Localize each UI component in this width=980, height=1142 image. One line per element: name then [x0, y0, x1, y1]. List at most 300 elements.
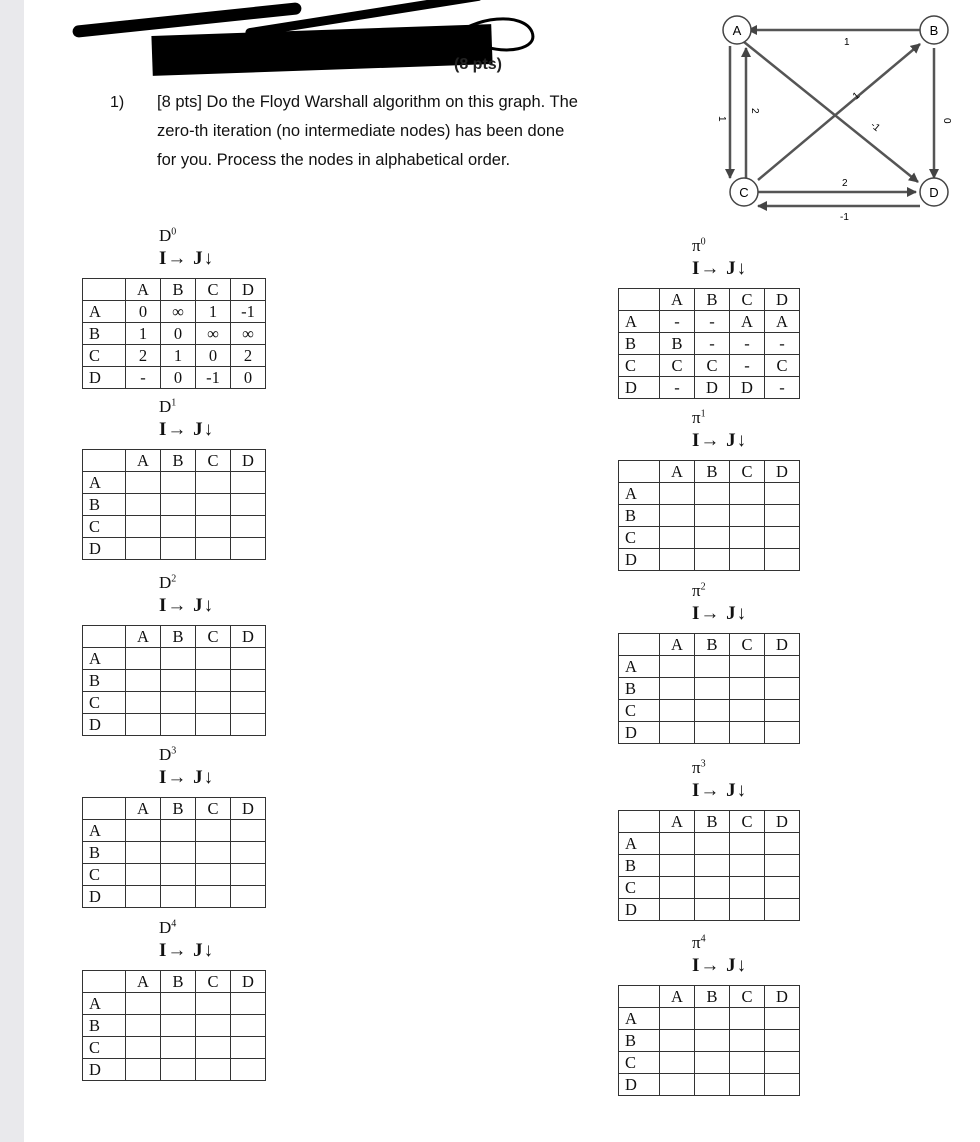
pi-arrows-2: I→ J↓: [692, 603, 748, 624]
matrix-cell: -1: [231, 301, 266, 323]
row-header: A: [83, 648, 126, 670]
row-header: D: [619, 377, 660, 399]
matrix-cell[interactable]: [231, 1015, 266, 1037]
matrix-cell[interactable]: [660, 722, 695, 744]
matrix-cell[interactable]: [765, 483, 800, 505]
d-table-3: [82, 797, 266, 908]
matrix-cell[interactable]: [730, 483, 765, 505]
row-header: B: [83, 670, 126, 692]
redaction-loop: [444, 10, 544, 60]
d-table-1: [82, 449, 266, 560]
row-header: A: [619, 656, 660, 678]
matrix-cell[interactable]: [730, 877, 765, 899]
matrix-cell[interactable]: [231, 670, 266, 692]
matrix-cell[interactable]: [161, 670, 196, 692]
matrix-cell[interactable]: [730, 855, 765, 877]
edge-label-c-b: 1: [850, 90, 863, 103]
pi-arrows-1: I→ J↓: [692, 430, 748, 451]
matrix-cell[interactable]: [231, 472, 266, 494]
column-header: D: [765, 289, 800, 311]
matrix-cell: 1: [161, 345, 196, 367]
matrix-cell[interactable]: [231, 864, 266, 886]
matrix-cell: 2: [231, 345, 266, 367]
matrix-cell[interactable]: [161, 1015, 196, 1037]
column-header: C: [730, 986, 765, 1008]
matrix-cell[interactable]: [231, 1037, 266, 1059]
matrix-cell[interactable]: [231, 820, 266, 842]
matrix-cell[interactable]: [161, 516, 196, 538]
pi-arrows-0: I→ J↓: [692, 258, 748, 279]
matrix-cell[interactable]: [695, 722, 730, 744]
column-header: B: [161, 626, 196, 648]
row-header: D: [83, 538, 126, 560]
row-header: B: [619, 505, 660, 527]
matrix-cell[interactable]: [695, 678, 730, 700]
matrix-cell[interactable]: [730, 656, 765, 678]
edge-label-c-d: 2: [842, 178, 848, 189]
matrix-cell[interactable]: [695, 656, 730, 678]
matrix-cell: -: [126, 367, 161, 389]
matrix-cell[interactable]: [231, 516, 266, 538]
row-header: A: [83, 301, 126, 323]
matrix-cell[interactable]: [126, 692, 161, 714]
matrix-cell[interactable]: [660, 899, 695, 921]
matrix-cell: A: [765, 311, 800, 333]
matrix-cell[interactable]: [695, 877, 730, 899]
row-header: D: [619, 899, 660, 921]
matrix-cell[interactable]: [660, 483, 695, 505]
matrix-cell[interactable]: [765, 1008, 800, 1030]
row-header: C: [83, 864, 126, 886]
row-header: D: [83, 714, 126, 736]
matrix-cell[interactable]: [660, 505, 695, 527]
matrix-cell[interactable]: [765, 722, 800, 744]
matrix-cell[interactable]: [231, 648, 266, 670]
matrix-cell[interactable]: [161, 648, 196, 670]
d-arrows-2: I→ J↓: [159, 595, 215, 616]
matrix-cell[interactable]: [196, 1037, 231, 1059]
row-header: D: [83, 1059, 126, 1081]
row-header: D: [83, 367, 126, 389]
matrix-cell[interactable]: [231, 993, 266, 1015]
matrix-cell[interactable]: [660, 1030, 695, 1052]
corner-cell: [619, 634, 660, 656]
matrix-cell[interactable]: [660, 833, 695, 855]
matrix-cell[interactable]: [695, 1052, 730, 1074]
matrix-cell[interactable]: [161, 886, 196, 908]
graph-diagram: [684, 8, 954, 223]
matrix-cell[interactable]: [660, 1074, 695, 1096]
edge-label-a-b: 1: [844, 37, 850, 48]
corner-cell: [619, 986, 660, 1008]
matrix-cell[interactable]: [765, 700, 800, 722]
matrix-cell[interactable]: [196, 1015, 231, 1037]
matrix-cell: ∞: [231, 323, 266, 345]
row-header: A: [83, 993, 126, 1015]
matrix-cell[interactable]: [765, 877, 800, 899]
column-header: A: [660, 289, 695, 311]
row-header: C: [619, 700, 660, 722]
column-header: C: [196, 626, 231, 648]
matrix-cell[interactable]: [231, 842, 266, 864]
matrix-cell[interactable]: [196, 842, 231, 864]
d-label-2: $D^2$: [159, 573, 177, 592]
d-arrows-0: I→ J↓: [159, 248, 215, 269]
matrix-cell[interactable]: [695, 527, 730, 549]
matrix-cell: C: [695, 355, 730, 377]
row-header: B: [619, 678, 660, 700]
document-page: [24, 0, 980, 1142]
matrix-cell[interactable]: [161, 993, 196, 1015]
matrix-cell[interactable]: [765, 549, 800, 571]
matrix-cell[interactable]: [695, 549, 730, 571]
corner-cell: [83, 798, 126, 820]
matrix-cell: 0: [196, 345, 231, 367]
row-header: C: [83, 1037, 126, 1059]
matrix-cell[interactable]: [126, 516, 161, 538]
matrix-cell[interactable]: [161, 472, 196, 494]
column-header: D: [231, 798, 266, 820]
pi-label-0: $\pi^0$: [692, 236, 706, 255]
matrix-cell[interactable]: [196, 472, 231, 494]
corner-cell: [83, 626, 126, 648]
matrix-cell[interactable]: [730, 1074, 765, 1096]
column-header: B: [695, 634, 730, 656]
d-arrows-1: I→ J↓: [159, 419, 215, 440]
column-header: A: [660, 811, 695, 833]
matrix-cell[interactable]: [660, 678, 695, 700]
matrix-cell[interactable]: [765, 656, 800, 678]
edge-label-d-c: -1: [840, 212, 849, 223]
edge-label-a-d: -1: [868, 119, 882, 135]
row-header: C: [619, 355, 660, 377]
column-header: B: [695, 811, 730, 833]
pi-label-4: $\pi^4$: [692, 933, 706, 952]
matrix-cell[interactable]: [695, 855, 730, 877]
pi-arrows-3: I→ J↓: [692, 780, 748, 801]
matrix-cell: C: [765, 355, 800, 377]
matrix-cell[interactable]: [196, 516, 231, 538]
matrix-cell[interactable]: [196, 886, 231, 908]
d-table-0: [82, 278, 266, 389]
matrix-cell[interactable]: [231, 692, 266, 714]
matrix-cell[interactable]: [161, 842, 196, 864]
pi-label-2: $\pi^2$: [692, 581, 706, 600]
edge-label-a-c: 1: [716, 116, 727, 122]
matrix-cell: 0: [161, 367, 196, 389]
row-header: C: [83, 516, 126, 538]
matrix-cell[interactable]: [730, 722, 765, 744]
matrix-cell[interactable]: [765, 527, 800, 549]
matrix-cell[interactable]: [161, 538, 196, 560]
matrix-cell[interactable]: [231, 714, 266, 736]
matrix-cell[interactable]: [126, 1059, 161, 1081]
matrix-cell: C: [660, 355, 695, 377]
matrix-cell: B: [660, 333, 695, 355]
matrix-cell[interactable]: [695, 833, 730, 855]
row-header: C: [83, 345, 126, 367]
matrix-cell[interactable]: [196, 714, 231, 736]
matrix-cell[interactable]: [196, 648, 231, 670]
matrix-cell[interactable]: [730, 1052, 765, 1074]
matrix-cell: -: [660, 377, 695, 399]
d-label-4: $D^4$: [159, 918, 177, 937]
row-header: B: [619, 1030, 660, 1052]
matrix-cell[interactable]: [730, 899, 765, 921]
column-header: A: [126, 279, 161, 301]
node-a-label: A: [732, 23, 742, 38]
matrix-cell[interactable]: [765, 1052, 800, 1074]
edge-c-b: [758, 44, 920, 180]
row-header: C: [619, 877, 660, 899]
matrix-cell[interactable]: [161, 864, 196, 886]
matrix-cell[interactable]: [660, 527, 695, 549]
row-header: C: [619, 527, 660, 549]
matrix-cell[interactable]: [660, 877, 695, 899]
column-header: B: [695, 986, 730, 1008]
column-header: A: [660, 634, 695, 656]
matrix-cell: -: [730, 355, 765, 377]
matrix-cell[interactable]: [730, 1030, 765, 1052]
matrix-cell[interactable]: [730, 549, 765, 571]
matrix-cell: -: [660, 311, 695, 333]
d-table-2: [82, 625, 266, 736]
matrix-cell[interactable]: [196, 993, 231, 1015]
column-header: A: [126, 798, 161, 820]
matrix-cell[interactable]: [126, 886, 161, 908]
row-header: D: [619, 549, 660, 571]
row-header: B: [619, 333, 660, 355]
d-table-4: [82, 970, 266, 1081]
matrix-cell[interactable]: [126, 714, 161, 736]
matrix-cell[interactable]: [660, 656, 695, 678]
matrix-cell[interactable]: [695, 899, 730, 921]
matrix-cell[interactable]: [730, 678, 765, 700]
matrix-cell[interactable]: [196, 538, 231, 560]
row-header: B: [83, 842, 126, 864]
column-header: D: [231, 971, 266, 993]
matrix-cell[interactable]: [126, 538, 161, 560]
column-header: A: [126, 450, 161, 472]
redacted-header: [151, 24, 492, 76]
corner-cell: [83, 971, 126, 993]
row-header: B: [83, 323, 126, 345]
matrix-cell[interactable]: [126, 494, 161, 516]
pi-table-3: [618, 810, 800, 921]
matrix-cell: 1: [196, 301, 231, 323]
matrix-cell: 1: [126, 323, 161, 345]
row-header: A: [619, 311, 660, 333]
matrix-cell[interactable]: [730, 527, 765, 549]
row-header: B: [83, 1015, 126, 1037]
d-arrows-3: I→ J↓: [159, 767, 215, 788]
matrix-cell[interactable]: [126, 820, 161, 842]
matrix-cell: -1: [196, 367, 231, 389]
column-header: B: [695, 289, 730, 311]
column-header: C: [196, 798, 231, 820]
corner-cell: [83, 279, 126, 301]
matrix-cell[interactable]: [730, 833, 765, 855]
column-header: A: [660, 986, 695, 1008]
d-arrows-4: I→ J↓: [159, 940, 215, 961]
column-header: B: [161, 450, 196, 472]
column-header: C: [730, 634, 765, 656]
question-number: 1): [110, 94, 125, 111]
edge-label-b-d: 0: [941, 118, 952, 124]
matrix-cell[interactable]: [231, 1059, 266, 1081]
matrix-cell: 0: [126, 301, 161, 323]
corner-cell: [619, 811, 660, 833]
matrix-cell[interactable]: [765, 1074, 800, 1096]
matrix-cell: -: [695, 333, 730, 355]
matrix-cell[interactable]: [695, 505, 730, 527]
matrix-cell[interactable]: [730, 1008, 765, 1030]
column-header: C: [196, 279, 231, 301]
matrix-cell[interactable]: [196, 1059, 231, 1081]
row-header: D: [619, 1074, 660, 1096]
matrix-cell: 2: [126, 345, 161, 367]
column-header: D: [765, 634, 800, 656]
pi-table-0: [618, 288, 800, 399]
matrix-cell[interactable]: [196, 494, 231, 516]
column-header: D: [765, 986, 800, 1008]
matrix-cell[interactable]: [660, 855, 695, 877]
matrix-cell[interactable]: [660, 700, 695, 722]
matrix-cell[interactable]: [695, 1030, 730, 1052]
edge-a-d: [744, 42, 918, 182]
matrix-cell: D: [695, 377, 730, 399]
column-header: D: [765, 811, 800, 833]
matrix-cell: -: [695, 311, 730, 333]
matrix-cell[interactable]: [161, 494, 196, 516]
row-header: A: [619, 483, 660, 505]
header-fragment: (8 pts): [454, 56, 502, 73]
matrix-cell: -: [765, 377, 800, 399]
row-header: D: [83, 886, 126, 908]
pi-label-1: $\pi^1$: [692, 408, 706, 427]
column-header: C: [730, 811, 765, 833]
row-header: C: [83, 692, 126, 714]
matrix-cell[interactable]: [126, 842, 161, 864]
d-label-3: $D^3$: [159, 745, 177, 764]
matrix-cell[interactable]: [161, 1059, 196, 1081]
matrix-cell: ∞: [196, 323, 231, 345]
column-header: C: [196, 450, 231, 472]
matrix-cell[interactable]: [161, 820, 196, 842]
matrix-cell[interactable]: [161, 1037, 196, 1059]
column-header: D: [231, 279, 266, 301]
column-header: D: [231, 450, 266, 472]
matrix-cell[interactable]: [126, 1037, 161, 1059]
row-header: A: [619, 1008, 660, 1030]
matrix-cell[interactable]: [765, 505, 800, 527]
matrix-cell[interactable]: [231, 886, 266, 908]
matrix-cell[interactable]: [765, 678, 800, 700]
column-header: B: [695, 461, 730, 483]
matrix-cell[interactable]: [765, 1030, 800, 1052]
matrix-cell[interactable]: [730, 505, 765, 527]
matrix-cell[interactable]: [161, 692, 196, 714]
row-header: A: [83, 472, 126, 494]
question-text: [8 pts] Do the Floyd Warshall algorithm on this graph. The zero-th iteration (no intermediate nodes) has been done for you. Process the nodes in alphabetical order.: [157, 93, 578, 169]
matrix-cell[interactable]: [730, 700, 765, 722]
corner-cell: [83, 450, 126, 472]
matrix-cell[interactable]: [126, 648, 161, 670]
matrix-cell[interactable]: [161, 714, 196, 736]
row-header: A: [83, 820, 126, 842]
matrix-cell[interactable]: [196, 820, 231, 842]
matrix-cell[interactable]: [126, 670, 161, 692]
matrix-cell[interactable]: [765, 899, 800, 921]
column-header: B: [161, 971, 196, 993]
column-header: C: [730, 289, 765, 311]
column-header: A: [660, 461, 695, 483]
column-header: A: [126, 971, 161, 993]
column-header: B: [161, 798, 196, 820]
matrix-cell: 0: [161, 323, 196, 345]
matrix-cell[interactable]: [695, 483, 730, 505]
row-header: C: [619, 1052, 660, 1074]
column-header: C: [196, 971, 231, 993]
pi-table-1: [618, 460, 800, 571]
corner-cell: [619, 289, 660, 311]
matrix-cell[interactable]: [660, 1052, 695, 1074]
matrix-cell[interactable]: [695, 1008, 730, 1030]
row-header: B: [83, 494, 126, 516]
matrix-cell[interactable]: [695, 700, 730, 722]
matrix-cell[interactable]: [660, 549, 695, 571]
column-header: B: [161, 279, 196, 301]
d-label-0: $D^0$: [159, 226, 177, 245]
column-header: C: [730, 461, 765, 483]
matrix-cell[interactable]: [126, 472, 161, 494]
edge-label-c-a: 2: [749, 108, 760, 114]
matrix-cell[interactable]: [231, 538, 266, 560]
matrix-cell[interactable]: [196, 670, 231, 692]
matrix-cell: A: [730, 311, 765, 333]
row-header: A: [619, 833, 660, 855]
matrix-cell[interactable]: [765, 833, 800, 855]
matrix-cell[interactable]: [126, 993, 161, 1015]
matrix-cell: -: [730, 333, 765, 355]
matrix-cell: 0: [231, 367, 266, 389]
pi-table-2: [618, 633, 800, 744]
pi-label-3: $\pi^3$: [692, 758, 706, 777]
node-d-label: D: [929, 185, 939, 200]
matrix-cell: ∞: [161, 301, 196, 323]
matrix-cell[interactable]: [126, 1015, 161, 1037]
matrix-cell[interactable]: [126, 864, 161, 886]
column-header: D: [231, 626, 266, 648]
d-label-1: $D^1$: [159, 397, 177, 416]
matrix-cell: -: [765, 333, 800, 355]
matrix-cell[interactable]: [196, 864, 231, 886]
matrix-cell[interactable]: [660, 1008, 695, 1030]
node-c-label: C: [739, 185, 749, 200]
column-header: D: [765, 461, 800, 483]
matrix-cell: D: [730, 377, 765, 399]
corner-cell: [619, 461, 660, 483]
pi-arrows-4: I→ J↓: [692, 955, 748, 976]
matrix-cell[interactable]: [231, 494, 266, 516]
row-header: D: [619, 722, 660, 744]
matrix-cell[interactable]: [695, 1074, 730, 1096]
node-b-label: B: [929, 23, 939, 38]
pi-table-4: [618, 985, 800, 1096]
matrix-cell[interactable]: [765, 855, 800, 877]
matrix-cell[interactable]: [196, 692, 231, 714]
row-header: B: [619, 855, 660, 877]
